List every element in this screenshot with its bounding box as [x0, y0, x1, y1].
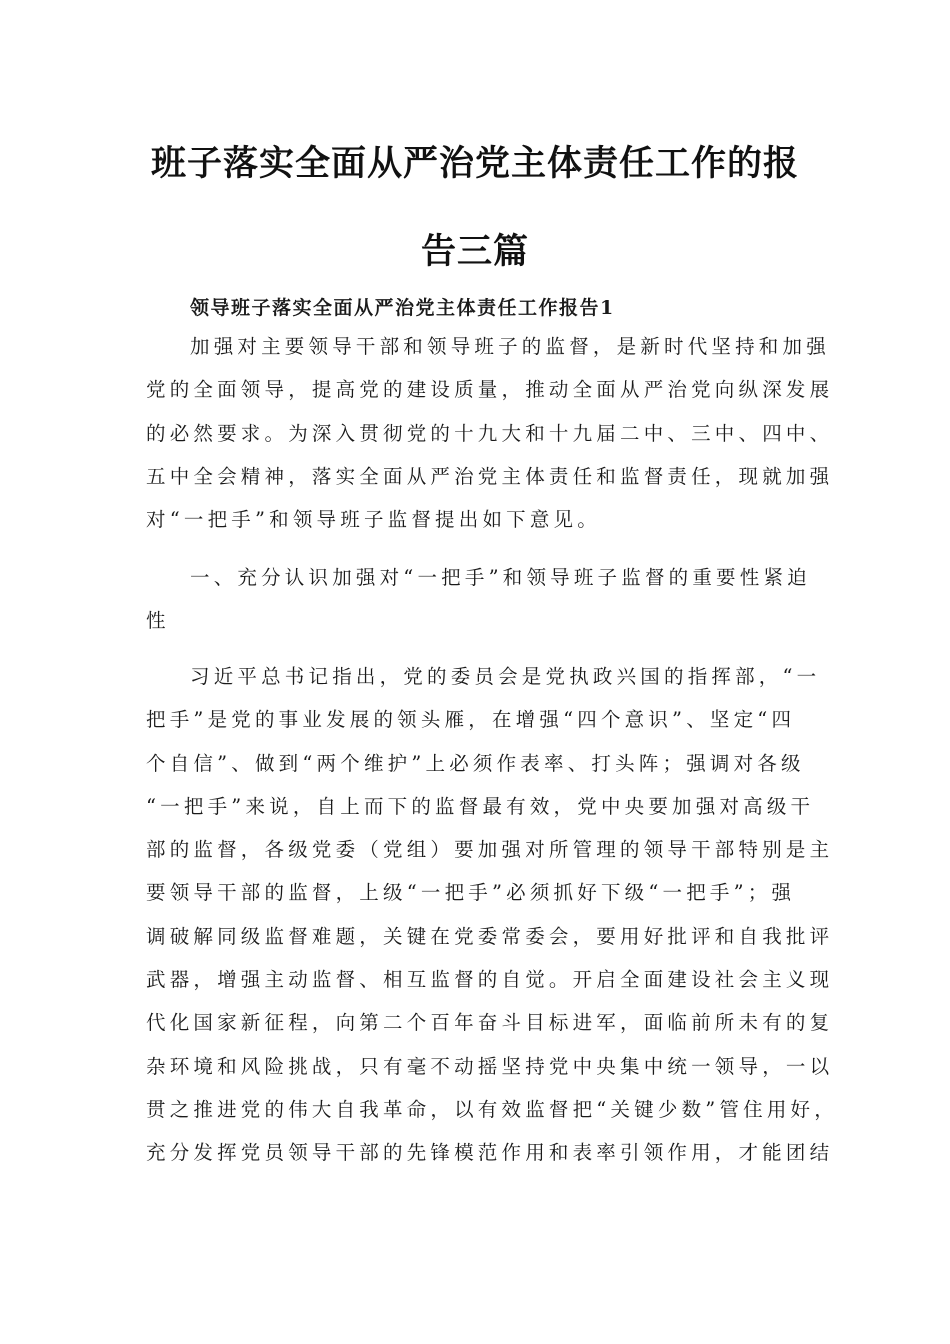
text-line: 性: [146, 609, 170, 633]
text-line: 武器，增强主动监督、相互监督的自觉。开启全面建设社会主义现: [146, 968, 834, 992]
text-line: 五中全会精神，落实全面从严治党主体责任和监督责任，现就加强: [146, 464, 834, 488]
text-line: 代化国家新征程，向第二个百年奋斗目标进军，面临前所未有的复: [146, 1011, 834, 1035]
text-line: 的必然要求。为深入贯彻党的十九大和十九届二中、三中、四中、: [146, 421, 834, 445]
document-title-line-2: 告三篇: [420, 232, 529, 272]
document-title-line-1: 班子落实全面从严治党主体责任工作的报: [150, 144, 799, 184]
text-line: 充分发挥党员领导干部的先锋模范作用和表率引领作用，才能团结: [146, 1141, 834, 1165]
text-line: “一把手”来说，自上而下的监督最有效，党中央要加强对高级干: [146, 794, 815, 818]
report-subtitle: 领导班子落实全面从严治党主体责任工作报告1: [190, 297, 615, 319]
intro-paragraph: [146, 325, 834, 541]
text-line: 贯之推进党的伟大自我革命，以有效监督把“关键少数”管住用好，: [146, 1097, 838, 1121]
text-line: 对“一把手”和领导班子监督提出如下意见。: [146, 508, 601, 532]
text-line: 调破解同级监督难题，关键在党委常委会，要用好批评和自我批评: [146, 924, 834, 948]
text-line: 把手”是党的事业发展的领头雁，在增强“四个意识”、坚定“四: [146, 708, 796, 732]
text-line: 加强对主要领导干部和领导班子的监督，是新时代坚持和加强: [190, 335, 830, 358]
text-line: 一、充分认识加强对“一把手”和领导班子监督的重要性紧迫: [190, 566, 811, 589]
section-1-body-paragraph: [146, 655, 838, 1175]
text-line: 个自信”、做到“两个维护”上必须作表率、打头阵；强调对各级: [146, 751, 805, 775]
text-line: 要领导干部的监督，上级“一把手”必须抓好下级“一把手”；强: [146, 881, 796, 905]
text-line: 党的全面领导，提高党的建设质量，推动全面从严治党向纵深发展: [146, 378, 834, 402]
text-line: 部的监督，各级党委（党组）要加强对所管理的领导干部特别是主: [146, 838, 834, 862]
text-line: 杂环境和风险挑战，只有毫不动摇坚持党中央集中统一领导，一以: [146, 1054, 834, 1078]
section-heading-1: [146, 556, 811, 643]
text-line: 习近平总书记指出，党的委员会是党执政兴国的指挥部，“一: [190, 665, 821, 688]
